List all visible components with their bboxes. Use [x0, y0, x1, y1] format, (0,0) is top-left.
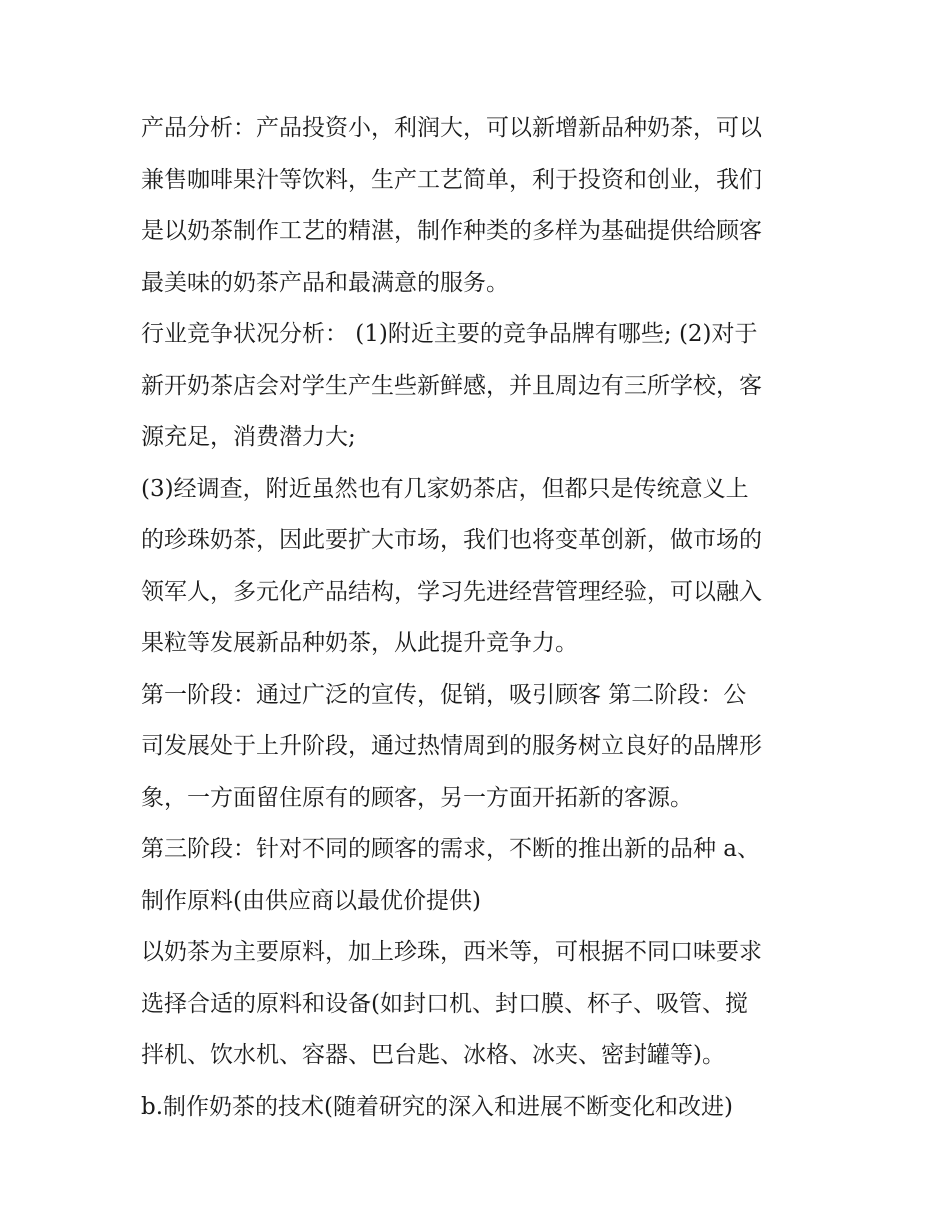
- text-line: 选择合适的原料和设备(如封口机、封口膜、杯子、吸管、搅: [141, 990, 748, 1017]
- text-line: 产品分析：产品投资小，利润大，可以新增新品种奶茶，可以: [141, 115, 762, 141]
- text-line: b.制作奶茶的技术(随着研究的深入和进展不断变化和改进): [141, 1093, 733, 1120]
- text-line: 是以奶茶制作工艺的精湛，制作种类的多样为基础提供给顾客: [141, 218, 762, 244]
- text-line: 第三阶段：针对不同的顾客的需求，不断的推出新的品种 a、: [141, 836, 761, 862]
- text-line: 司发展处于上升阶段，通过热情周到的服务树立良好的品牌形: [141, 733, 762, 759]
- text-line: 象，一方面留住原有的顾客，另一方面开拓新的客源。: [141, 784, 693, 811]
- text-line: 源充足，消费潜力大;: [141, 424, 356, 450]
- text-line: 领军人，多元化产品结构，学习先进经营管理经验，可以融入: [141, 578, 762, 605]
- text-line: 制作原料(由供应商以最优价提供): [141, 887, 481, 914]
- text-line: 第一阶段：通过广泛的宣传，促销，吸引顾客 第二阶段：公: [141, 681, 747, 708]
- text-line: 以奶茶为主要原料，加上珍珠，西米等，可根据不同口味要求: [141, 939, 762, 965]
- text-line: 兼售咖啡果汁等饮料，生产工艺简单，利于投资和创业，我们: [141, 166, 762, 193]
- document-body: [141, 103, 813, 1133]
- text-line: 行业竞争状况分析： (1)附近主要的竞争品牌有哪些; (2)对于: [141, 321, 758, 347]
- text-line: 最美味的奶茶产品和最满意的服务。: [141, 269, 509, 296]
- text-line: 拌机、饮水机、容器、巴台匙、冰格、冰夹、密封罐等)。: [141, 1042, 725, 1068]
- text-line: 新开奶茶店会对学生产生些新鲜感，并且周边有三所学校，客: [141, 372, 762, 399]
- text-line: 果粒等发展新品种奶茶，从此提升竞争力。: [141, 630, 578, 656]
- text-line: 的珍珠奶茶，因此要扩大市场，我们也将变革创新，做市场的: [141, 527, 762, 553]
- text-line: (3)经调查，附近虽然也有几家奶茶店，但都只是传统意义上: [141, 475, 749, 502]
